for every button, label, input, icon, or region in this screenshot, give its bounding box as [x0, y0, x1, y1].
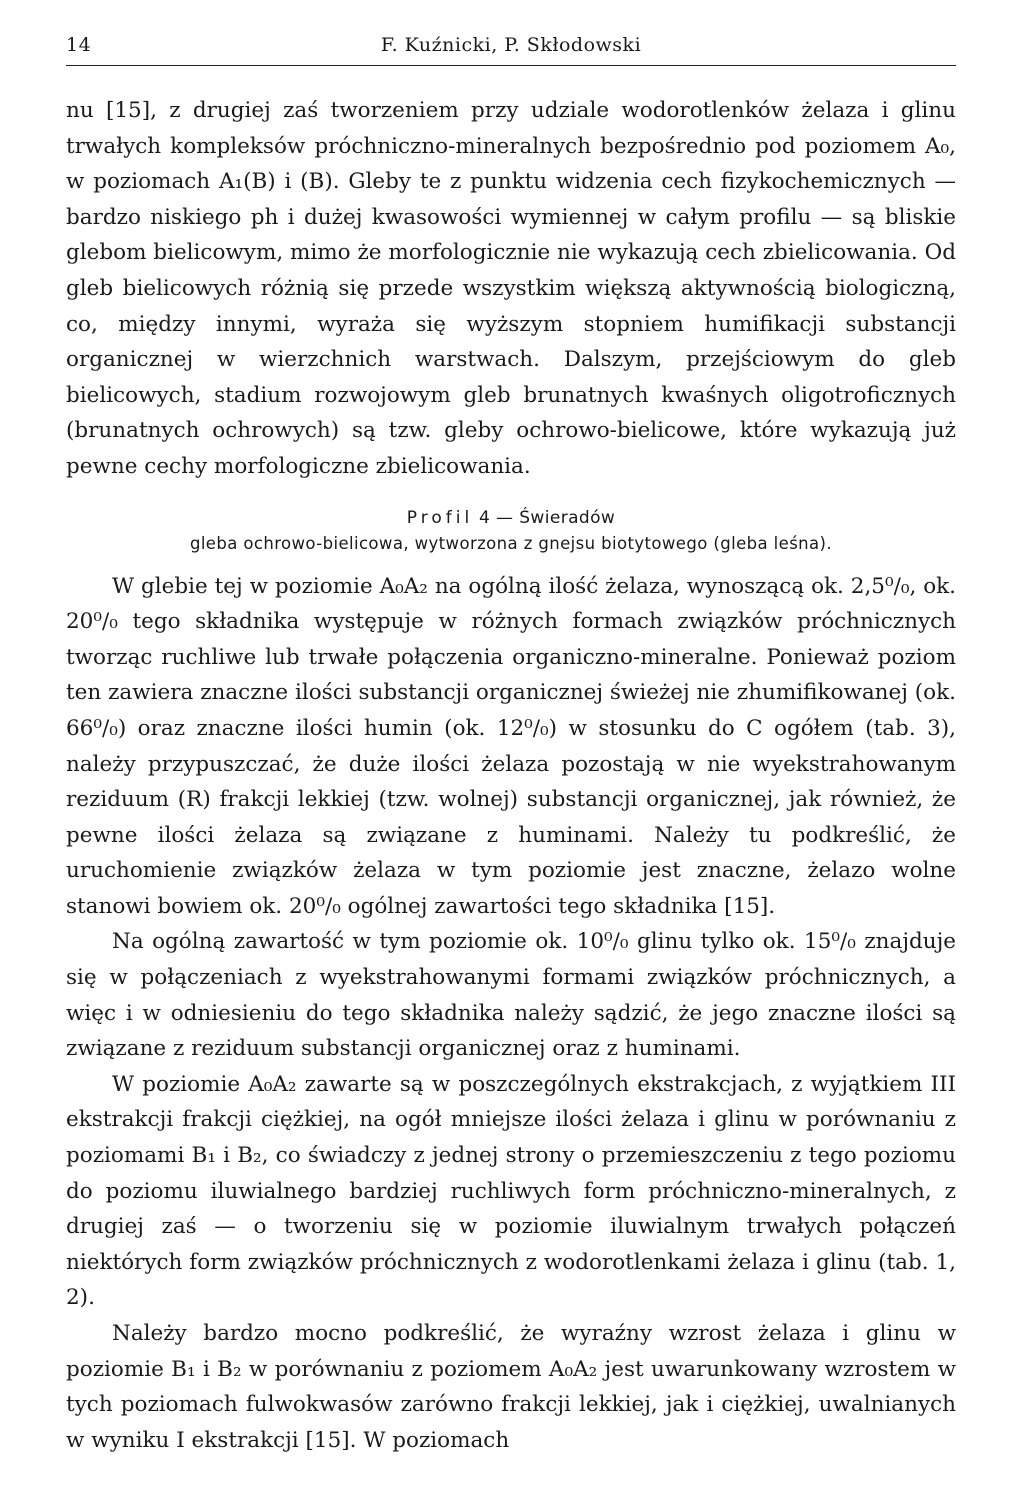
- profile-title: [66, 505, 956, 531]
- page-number: 14: [66, 34, 92, 56]
- paragraph: Na ogólną zawartość w tym poziomie ok. 10⁰/₀ glinu tylko ok. 15⁰/₀ znajduje się w połączeniach z wyekstrahowanymi formami związków próchnicznych, a więc i w odniesieniu do tego składnika należy sądzić, że jego znaczne ilości są związane z reziduum substancji organicznej oraz z huminami.: [66, 929, 956, 1062]
- paragraph: W poziomie A₀A₂ zawarte są w poszczególnych ekstrakcjach, z wyjątkiem III ekstrakcji frakcji ciężkiej, na ogół mniejsze ilości żelaza i glinu w porównaniu z poziomami B₁ i B₂, co świadczy z jednej strony o przemieszczeniu z tego poziomu do poziomu iluwialnego bardziej ruchliwych form próchniczno-mineralnych, z drugiej zaś — o tworzeniu się w poziomie iluwialnym trwałych połączeń niektórych form związków próchnicznych z wodorotlenkami żelaza i glinu (tab. 1, 2).: [66, 1071, 956, 1311]
- page-header: [66, 30, 956, 58]
- profile-place: Świeradów: [519, 507, 616, 528]
- header-rule: [66, 65, 956, 66]
- profile-number: 4: [478, 507, 491, 528]
- running-head: F. Kuźnicki, P. Skłodowski: [380, 34, 642, 56]
- profile-dash: —: [496, 507, 514, 528]
- profile-heading: [66, 505, 956, 557]
- paragraph: W glebie tej w poziomie A₀A₂ na ogólną ilość żelaza, wynoszącą ok. 2,5⁰/₀, ok. 20⁰/₀ tego składnika występuje w różnych formach związków próchnicznych tworząc ruchliwe lub trwałe połączenia organiczno-mineralne. Ponieważ poziom ten zawiera znaczne ilości substancji organicznej świeżej nie zhumifikowanej (ok. 66⁰/₀) oraz znaczne ilości humin (ok. 12⁰/₀) w stosunku do C ogółem (tab. 3), należy przypuszczać, że duże ilości żelaza pozostają w nie wyekstrahowanym reziduum (R) frakcji lekkiej (tzw. wolnej) substancji organicznej, jak również, że pewne ilości żelaza są związane z huminami. Należy tu podkreślić, że uruchomienie związków żelaza w tym poziomie jest znaczne, żelazo wolne stanowi bowiem ok. 20⁰/₀ ogólnej zawartości tego składnika [15].: [66, 573, 956, 919]
- page: [66, 30, 956, 1453]
- paragraph: Należy bardzo mocno podkreślić, że wyraźny wzrost żelaza i glinu w poziomie B₁ i B₂ w porównaniu z poziomem A₀A₂ jest uwarunkowany wzrostem w tych poziomach fulwokwasów zarówno frakcji lekkiej, jak i ciężkiej, uwalnianych w wyniku I ekstrakcji [15]. W poziomach: [66, 1321, 956, 1453]
- paragraph: nu [15], z drugiej zaś tworzeniem przy udziale wodorotlenków żelaza i glinu trwałych kompleksów próchniczno-mineralnych bezpośrednio pod poziomem A₀, w poziomach A₁(B) i (B). Gleby te z punktu widzenia cech fizykochemicznych — bardzo niskiego ph i dużej kwasowości wymiennej w całym profilu — są bliskie glebom bielicowym, mimo że morfologicznie nie wykazują cech zbielicowania. Od gleb bielicowych różnią się przede wszystkim większą aktywnością biologiczną, co, między innymi, wyraża się wyższym stopniem humifikacji substancji organicznej w wierzchnich warstwach. Dalszym, przejściowym do gleb bielicowych, stadium rozwojowym gleb brunatnych kwaśnych oligotroficznych (brunatnych ochrowych) są tzw. gleby ochrowo-bielicowe, które wykazują już pewne cechy morfologiczne zbielicowania.: [66, 98, 956, 479]
- profile-subtitle: gleba ochrowo-bielicowa, wytworzona z gnejsu biotytowego (gleba leśna).: [189, 533, 833, 553]
- profile-label: Profil: [406, 507, 474, 528]
- body-text: [66, 93, 956, 1458]
